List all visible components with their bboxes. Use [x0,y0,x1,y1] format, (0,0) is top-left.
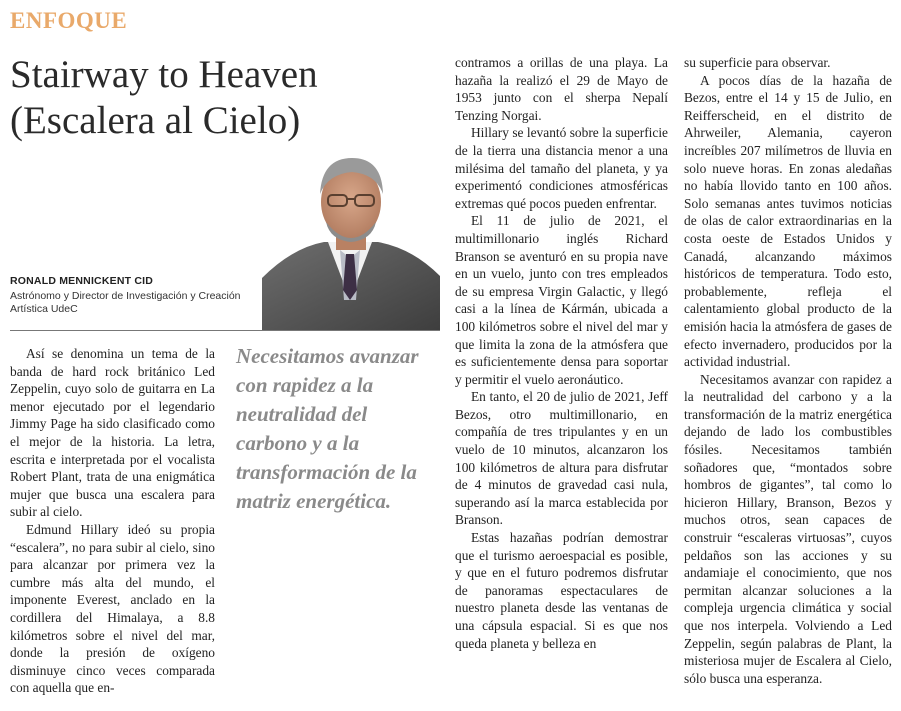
paragraph: contramos a orillas de una playa. La hazaña la realizó el 29 de Mayo de 1953 junto con el sherpa Nepalí Tenzing Norgai. [455,55,668,123]
author-photo [262,150,440,330]
paragraph: A pocos días de la hazaña de Bezos, entre el 14 y 15 de Julio, en Reifferscheid, en el distrito de Ahrweiler, Alemania, cayeron increíbles 207 milímetros de lluvia en solo nueve horas. En zonas aledañas no había llovido tanto en 100 años. Solo semanas antes tuvimos noticias de olas de calor extraordinarias en la costa oeste de Estados Unidos y Canadá, alcanzando máximos históricos de temperatura. Todo esto, probablemente, refleja el calentamiento global producto de la emisión hacia la atmósfera de gases de efecto invernadero, producidos por la actividad industrial. [684,72,892,370]
column-1 [10,345,215,697]
paragraph: El 11 de julio de 2021, el multimillonario inglés Richard Branson se aventuró en su propia nave en un vuelo, junto con tres empleados de su empresa Virgin Galactic, y llegó casi a la línea de Kármán, ubicada a 100 kilómetros sobre el nivel del mar y que limita la zona de la atmósfera que es suficientemente densa para soportar y permitir el vuelo aeronáutico. [455,213,668,387]
column-3 [684,54,892,687]
paragraph: Estas hazañas podrían demostrar que el turismo aeroespacial es posible, y que en el futuro podremos disfrutar de panoramas espectaculares de nuestro planeta desde las ventanas de una cápsula espacial. Si es que nos queda planeta y belleza en [455,530,668,651]
paragraph: Necesitamos avanzar con rapidez a la neutralidad del carbono y a la transformación de la matriz energética dejando de lado los combustibles fósiles. Necesitamos también soñadores que, “montados sobre hombros de gigantes”, tal como lo hicieron Hillary, Branson, Bezos y muchos otros, sean capaces de construir “escaleras virtuosas”, cuyos peldaños son las acciones y su andamiaje el conocimiento, que nos permitan alcanzar soluciones a la compleja urgencia climática y social que nos interpela. Volviendo a Led Zeppelin, según palabras de Plant, la misteriosa mujer de Escalera al Cielo, sólo busca una esperanza. [684,371,892,686]
paragraph: En tanto, el 20 de julio de 2021, Jeff Bezos, otro multimillonario, en compañía de tres tripulantes y en un vuelo de 10 minutos, alcanzaron los 100 kilómetros de altura para disfrutar de 4 minutos de gravedad casi nula, superando así la marca establecida por Branson. [455,389,668,528]
paragraph: Edmund Hillary ideó su propia “escalera”, no para subir al cielo, sino para alcanzar por primera vez la cumbre más alta del mundo, el imponente Everest, anclado en la cordillera del Himalaya, a 8.8 kilómetros sobre el nivel del mar, donde la presión de oxígeno disminuye cinco veces comparada con aquella que en- [10,521,215,696]
paragraph: su superficie para observar. [684,55,831,70]
author-name: RONALD MENNICKENT CID [10,275,154,287]
paragraph: Hillary se levantó sobre la superficie de la tierra una distancia menor a una milésima del tamaño del planeta, y ya experimentó condiciones atmosféricas extremas qué pocos pueden enfrentar. [455,125,668,211]
author-role: Astrónomo y Director de Investigación y Creación Artística UdeC [10,290,241,315]
section-label: ENFOQUE [10,8,128,33]
byline-divider [10,330,440,331]
article-headline: Stairway to Heaven (Escalera al Cielo) [10,53,318,142]
column-2 [455,54,668,652]
paragraph: Así se denomina un tema de la banda de hard rock británico Led Zeppelin, cuyo solo de guitarra en La menor ejecutado por el legendario Jimmy Page ha sido clasificado como el mejor de la historia. La letra, escrita e interpretada por el vocalista Robert Plant, trata de una enigmática mujer que busca una escalera para subir al cielo. [10,346,215,520]
pull-quote: Necesitamos avanzar con rapidez a la neutralidad del carbono y a la transformación de la matriz energética. [236,344,419,513]
